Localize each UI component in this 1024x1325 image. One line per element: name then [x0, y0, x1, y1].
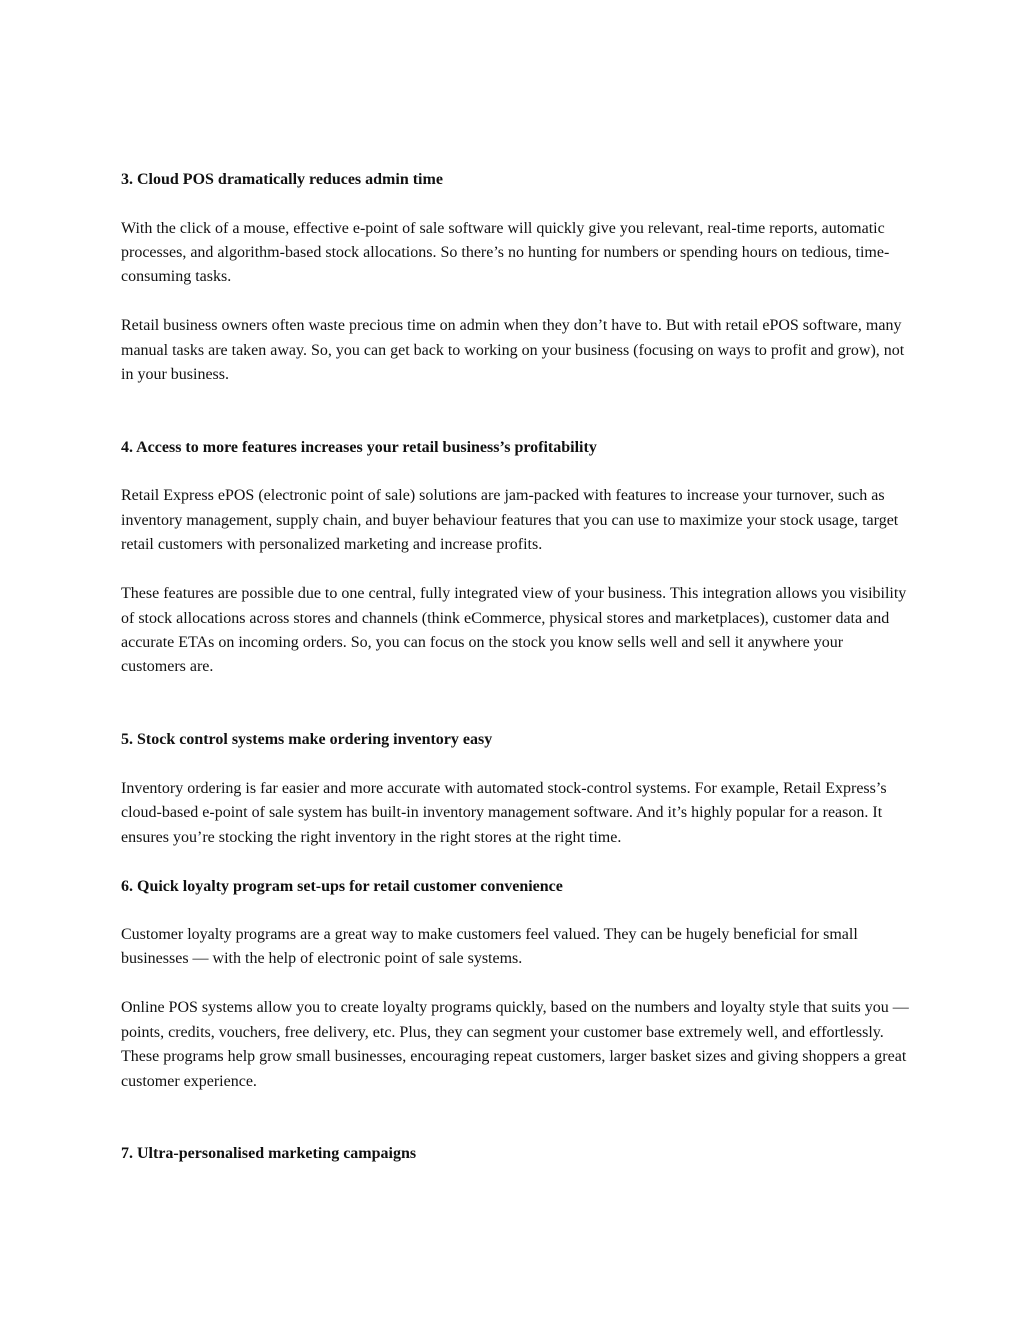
paragraph: Retail business owners often waste precious time on admin when they don’t have to. But with retail ePOS software, many manual tasks are taken away. So, you can get back to working on your business (focusing on ways to profit and grow), not in your business. [121, 317, 905, 384]
paragraph: Inventory ordering is far easier and more accurate with automated stock-control systems. For example, Retail Express’s cloud-based e-point of sale system has built-in inventory management software. And it’s highly popular for a reason. It ensures you’re stocking the right inventory in the right stores at the right time. [121, 779, 887, 846]
paragraph: Online POS systems allow you to create loyalty programs quickly, based on the numbers and loyalty style that suits you — points, credits, vouchers, free delivery, etc. Plus, they can segment your customer base extremely well, and effortlessly. These programs help grow small businesses, encouraging repeat customers, larger basket sizes and giving shoppers a great customer experience. [121, 999, 909, 1090]
section-heading: 7. Ultra-personalised marketing campaigns [121, 1145, 417, 1163]
section-heading: 3. Cloud POS dramatically reduces admin time [121, 171, 443, 188]
paragraph: These features are possible due to one central, fully integrated view of your business. This integration allows you visibility of stock allocations across stores and channels (think eCommerce, physical stores and marketplaces), customer data and accurate ETAs on incoming orders. So, you can focus on the stock you know sells well and sell it anywhere your customers are. [121, 585, 907, 676]
section-heading: 6. Quick loyalty program set-ups for retail customer convenience [121, 877, 563, 895]
document-page [121, 168, 911, 1166]
paragraph: Retail Express ePOS (electronic point of sale) solutions are jam-packed with features to increase your turnover, such as inventory management, supply chain, and buyer behaviour features that you can use to maximize your stock usage, target retail customers with personalized marketing and increase profits. [121, 487, 899, 554]
section-heading: 5. Stock control systems make ordering inventory easy [121, 731, 493, 749]
paragraph: Customer loyalty programs are a great way to make customers feel valued. They can be hugely beneficial for small businesses — with the help of electronic point of sale systems. [121, 926, 858, 968]
section-heading: 4. Access to more features increases your retail business’s profitability [121, 438, 597, 456]
paragraph: With the click of a mouse, effective e-point of sale software will quickly give you relevant, real-time reports, automatic processes, and algorithm-based stock allocations. So there’s no hunting for numbers or spending hours on tedious, time-consuming tasks. [121, 219, 890, 286]
